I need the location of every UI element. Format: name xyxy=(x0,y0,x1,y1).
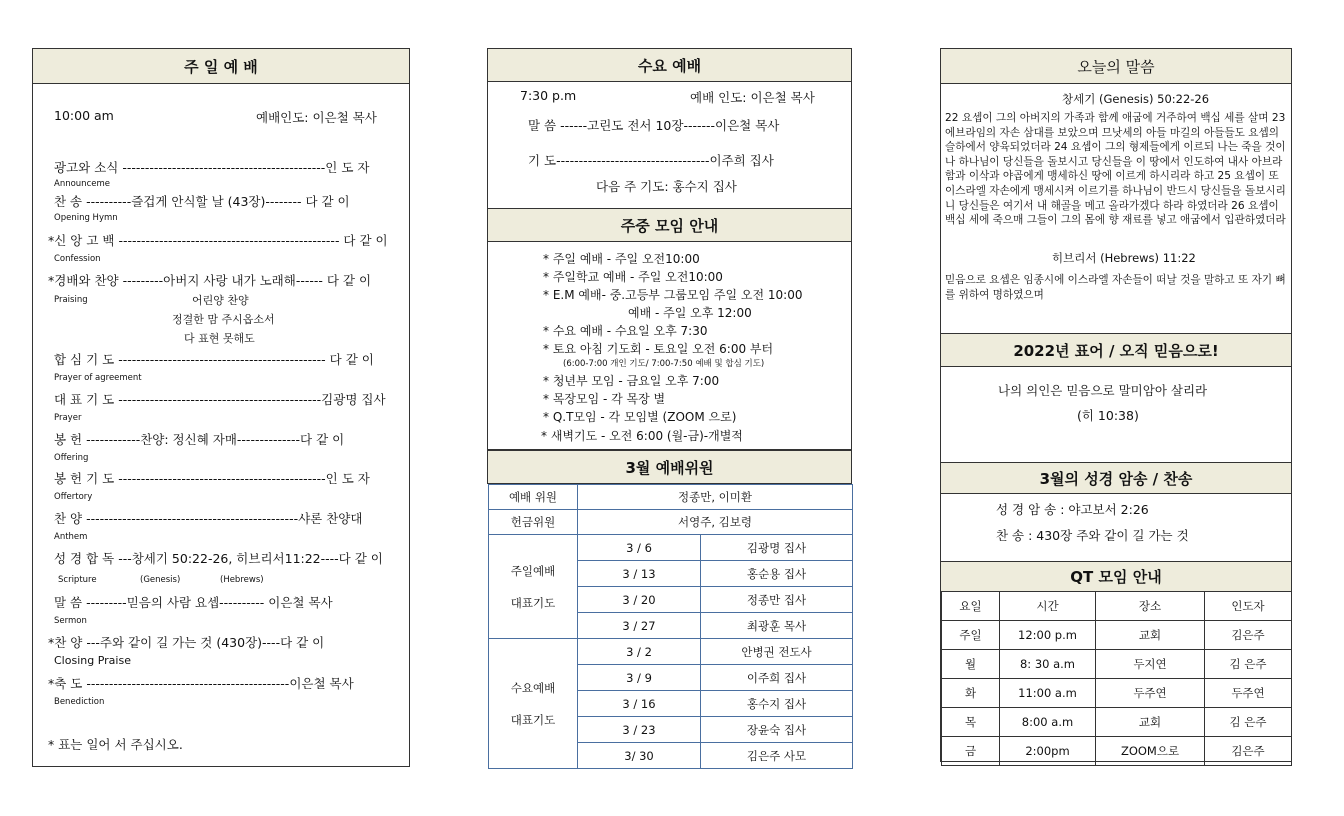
praise-extra-1: 어린양 찬양 xyxy=(192,294,249,307)
order-sub: Opening Hymn xyxy=(54,213,118,223)
roster-name: 홍수지 집사 xyxy=(701,691,853,717)
roster-date: 3 / 2 xyxy=(578,639,701,665)
order-sub: Benediction xyxy=(54,697,105,707)
motto-line2: (히 10:38) xyxy=(1077,408,1139,423)
wednesday-sermon: 말 씀 ------고린도 전서 10장-------이은철 목사 xyxy=(528,118,780,133)
qt-cell: 김 은주 xyxy=(1205,650,1292,679)
weekly-item: * 수요 예배 - 수요일 오후 7:30 xyxy=(543,324,708,338)
order-sub: Confession xyxy=(54,254,101,264)
roster-date: 3/ 30 xyxy=(578,743,701,769)
weekly-item: * 주일 예배 - 주일 오전10:00 xyxy=(543,252,700,266)
qt-cell: 8: 30 a.m xyxy=(1000,650,1096,679)
qt-cell: 두주연 xyxy=(1205,679,1292,708)
roster-name: 김은주 사모 xyxy=(701,743,853,769)
roster-date: 3 / 6 xyxy=(578,535,701,561)
roster-worship-label: 예배 위원 xyxy=(489,485,578,510)
roster-title: 3월 예배위원 xyxy=(487,450,852,484)
roster-worship-names: 정종만, 이미환 xyxy=(578,485,853,510)
roster-wed-label-1: 수요예배 xyxy=(510,680,556,695)
order-sub: Scripture xyxy=(58,575,97,585)
qt-cell: 교회 xyxy=(1096,708,1205,737)
weekly-item: * Q.T모임 - 각 모임별 (ZOOM 으로) xyxy=(543,410,737,424)
order-line: *축 도 ---------------------------------------------이은철 목사 xyxy=(48,676,354,691)
qt-cell: 목 xyxy=(942,708,1000,737)
qt-cell: 11:00 a.m xyxy=(1000,679,1096,708)
weekly-item: * 토요 아침 기도회 - 토요일 오전 6:00 부터 xyxy=(543,342,774,356)
wednesday-time: 7:30 p.m xyxy=(520,88,577,103)
order-sub: Anthem xyxy=(54,532,88,542)
roster-sunday-label-1: 주일예배 xyxy=(510,563,556,578)
order-line: 합 심 기 도 ---------------------------------------------- 다 같 이 xyxy=(54,352,374,367)
qt-header: 장소 xyxy=(1096,592,1205,621)
praise-extra-2: 정결한 맘 주시옵소서 xyxy=(172,313,275,326)
qt-cell: 2:00pm xyxy=(1000,737,1096,766)
qt-header: 요일 xyxy=(942,592,1000,621)
qt-cell: 주일 xyxy=(942,621,1000,650)
motto-title: 2022년 표어 / 오직 믿음으로! xyxy=(940,333,1292,367)
order-line: 찬 송 ----------즐겁게 안식할 날 (43장)-------- 다 같 이 xyxy=(54,194,350,209)
weekly-item: * E.M 예배- 중.고등부 그룹모임 주일 오전 10:00 xyxy=(543,288,803,302)
qt-cell: 8:00 a.m xyxy=(1000,708,1096,737)
scripture-sub-hebrews: (Hebrews) xyxy=(220,575,264,585)
roster-name: 김광명 집사 xyxy=(701,535,853,561)
order-sub: Prayer xyxy=(54,413,82,423)
qt-cell: 두지연 xyxy=(1096,650,1205,679)
weekly-item: 예배 - 주일 오후 12:00 xyxy=(628,306,752,320)
qt-cell: 12:00 p.m xyxy=(1000,621,1096,650)
order-sub: Praising xyxy=(54,295,88,305)
today-word-ref2: 히브리서 (Hebrews) 11:22 xyxy=(1052,251,1196,265)
sunday-time: 10:00 am xyxy=(54,108,114,123)
order-line: 봉 헌 기 도 ----------------------------------------------인 도 자 xyxy=(54,471,370,486)
roster-name: 안병권 전도사 xyxy=(701,639,853,665)
weekly-item-note: (6:00-7:00 개인 기도/ 7:00-7:50 예배 및 합심 기도) xyxy=(563,359,765,369)
roster-name: 최광훈 목사 xyxy=(701,613,853,639)
qt-title: QT 모임 안내 xyxy=(940,561,1292,592)
today-word-ref1: 창세기 (Genesis) 50:22-26 xyxy=(1062,92,1210,106)
order-sub: Announceme xyxy=(54,179,110,189)
qt-cell: 금 xyxy=(942,737,1000,766)
roster-name: 정종만 집사 xyxy=(701,587,853,613)
sunday-leader: 예배인도: 이은철 목사 xyxy=(256,110,377,125)
sunday-title: 주 일 예 배 xyxy=(32,48,410,84)
order-sub: Offering xyxy=(54,453,89,463)
roster-wed-label xyxy=(489,639,578,769)
praise-extra-3: 다 표현 못해도 xyxy=(184,332,255,345)
roster-date: 3 / 27 xyxy=(578,613,701,639)
roster-offering-label: 헌금위원 xyxy=(489,510,578,535)
scripture-sub-genesis: (Genesis) xyxy=(140,575,181,585)
order-line: 말 씀 ---------믿음의 사람 요셉---------- 이은철 목사 xyxy=(54,595,333,610)
today-word-passage2: 믿음으로 요셉은 임종시에 이스라엘 자손들이 떠날 것을 말하고 또 자기 뼈를 위하여 명하였으며 xyxy=(945,274,1286,301)
order-sub: Sermon xyxy=(54,616,87,626)
roster-sunday-label-2: 대표기도 xyxy=(510,595,556,610)
qt-cell: 교회 xyxy=(1096,621,1205,650)
middle-panel xyxy=(487,48,852,450)
roster-name: 장윤숙 집사 xyxy=(701,717,853,743)
order-line: *신 앙 고 백 ------------------------------------------------- 다 같 이 xyxy=(48,233,388,248)
roster-date: 3 / 9 xyxy=(578,665,701,691)
order-sub: Offertory xyxy=(54,492,93,502)
qt-cell: 화 xyxy=(942,679,1000,708)
wednesday-title: 수요 예배 xyxy=(487,48,852,82)
qt-header: 시간 xyxy=(1000,592,1096,621)
roster-wed-label-2: 대표기도 xyxy=(510,712,556,727)
order-line: 대 표 기 도 ---------------------------------------------김광명 집사 xyxy=(54,392,386,407)
weekly-item: * 청년부 모임 - 금요일 오후 7:00 xyxy=(543,374,720,388)
memory-hymn: 찬 송 : 430장 주와 같이 길 가는 것 xyxy=(996,528,1189,543)
roster-sunday-label xyxy=(489,535,578,639)
qt-cell: 김 은주 xyxy=(1205,708,1292,737)
order-line: 찬 양 -----------------------------------------------샤론 찬양대 xyxy=(54,511,363,526)
roster-name: 이주희 집사 xyxy=(701,665,853,691)
order-sub: Prayer of agreement xyxy=(54,373,142,383)
roster-date: 3 / 13 xyxy=(578,561,701,587)
order-line: 광고와 소식 ---------------------------------------------인 도 자 xyxy=(54,160,370,175)
sunday-footnote: * 표는 일어 서 주십시오. xyxy=(48,737,183,752)
today-word-passage: 22 요셉이 그의 아버지의 가족과 함께 애굽에 거주하여 백십 세를 살며 23 에브라임의 자손 삼대를 보았으며 므낫세의 아들 마길의 아들들도 요셉의 슬하에서 양육되었더라 24 요셉이 그의 형제들에게 이르되 나는 죽을 것이나 하나님이 당신들을 돌보시고 당신들을 이 땅에서 인도하여 내사 아브라함과 이삭과 야곱에게 맹세하신 땅에 이르게 하시리라 하고 25 요셉이 또 이스라엘 자손에게 맹세시켜 이르기를 하나님이 반드시 당신들을 돌보시리니 당신들은 여기서 내 해골을 메고 올라가겠다 하라 하였더라 26 요셉이 백십 세에 죽으매 그들이 그의 몸에 향 재료를 넣고 애굽에서 입관하였더라 xyxy=(945,112,1286,227)
order-line: *찬 양 ---주와 같이 길 가는 것 (430장)----다 같 이 xyxy=(48,635,325,650)
weekly-item: * 목장모임 - 각 목장 별 xyxy=(543,392,666,406)
roster-date: 3 / 23 xyxy=(578,717,701,743)
roster-table xyxy=(488,484,853,769)
weekly-title: 주중 모임 안내 xyxy=(487,208,852,242)
qt-cell: ZOOM으로 xyxy=(1096,737,1205,766)
roster-date: 3 / 20 xyxy=(578,587,701,613)
qt-cell: 월 xyxy=(942,650,1000,679)
wednesday-leader: 예배 인도: 이은철 목사 xyxy=(690,90,815,105)
order-sub-closing: Closing Praise xyxy=(54,654,131,667)
weekly-item: * 새벽기도 - 오전 6:00 (월-금)-개별적 xyxy=(541,429,743,443)
roster-date: 3 / 16 xyxy=(578,691,701,717)
qt-cell: 김은주 xyxy=(1205,737,1292,766)
wednesday-next-prayer: 다음 주 기도: 홍수지 집사 xyxy=(596,179,737,194)
today-word-title: 오늘의 말씀 xyxy=(940,48,1292,84)
qt-cell: 김은주 xyxy=(1205,621,1292,650)
roster-name: 홍순용 집사 xyxy=(701,561,853,587)
roster-offering-names: 서영주, 김보령 xyxy=(578,510,853,535)
qt-cell: 두주연 xyxy=(1096,679,1205,708)
memory-title: 3월의 성경 암송 / 찬송 xyxy=(940,462,1292,494)
order-line: *경배와 찬양 ---------아버지 사랑 내가 노래해------ 다 같 이 xyxy=(48,273,372,288)
qt-table xyxy=(941,591,1292,766)
weekly-item: * 주일학교 예배 - 주일 오전10:00 xyxy=(543,270,723,284)
qt-header: 인도자 xyxy=(1205,592,1292,621)
memory-verse: 성 경 암 송 : 야고보서 2:26 xyxy=(996,502,1149,517)
order-line: 성 경 합 독 ---창세기 50:22-26, 히브리서11:22----다 같 이 xyxy=(54,551,383,566)
motto-line1: 나의 의인은 믿음으로 말미암아 살리라 xyxy=(998,383,1208,398)
order-line: 봉 헌 ------------찬양: 정신혜 자매--------------다 같 이 xyxy=(54,432,345,447)
wednesday-prayer: 기 도----------------------------------이주희 집사 xyxy=(528,153,774,168)
